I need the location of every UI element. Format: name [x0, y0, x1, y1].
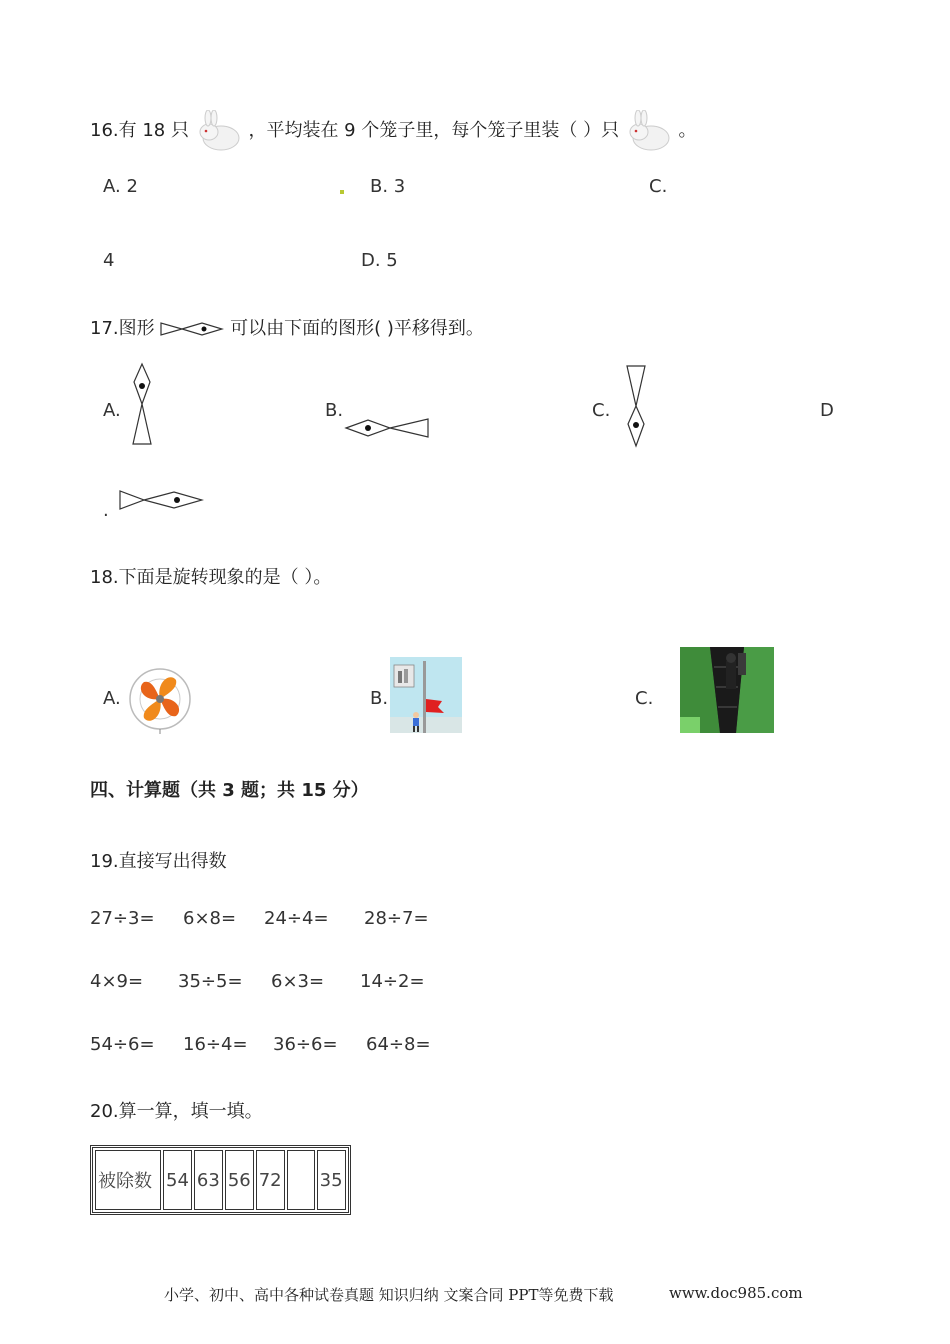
calc-r2-c3: 6×3= [271, 971, 325, 992]
q16-option-d: D. 5 [361, 250, 398, 271]
calc-r1-c3: 24÷4= [264, 908, 329, 929]
footer-text: 小学、初中、高中各种试卷真题 知识归纳 文案合同 PPT等免费下载 [164, 1286, 614, 1304]
q17-option-d-dot: . [103, 500, 109, 521]
q17-option-c: C. [592, 400, 611, 421]
calc-r2-c4: 14÷2= [360, 971, 425, 992]
flag-raising-image [390, 657, 462, 733]
shape-a-icon [130, 362, 154, 446]
question-18: 18.下面是旋转现象的是（ ）。 [90, 567, 332, 588]
q16-option-c: C. [649, 176, 668, 197]
table-cell: 54 [163, 1150, 192, 1210]
escalator-image [680, 647, 774, 733]
calc-r2-c2: 35÷5= [178, 971, 243, 992]
calc-r1-c4: 28÷7= [364, 908, 429, 929]
q17-option-b: B. [325, 400, 344, 421]
question-20: 20.算一算，填一填。 [90, 1101, 263, 1122]
footer-url[interactable]: www.doc985.com [669, 1284, 803, 1302]
question-16 [90, 110, 697, 152]
table-cell: 56 [225, 1150, 254, 1210]
shape-b-icon [344, 416, 430, 440]
q18-option-c: C. [635, 688, 654, 709]
q18-option-b: B. [370, 688, 389, 709]
q17-prefix: 17.图形 [90, 318, 155, 339]
section-heading: 四、计算题（共 3 题；共 15 分） [90, 780, 369, 801]
calc-r3-c1: 54÷6= [90, 1034, 155, 1055]
bowtie-shape-icon [160, 321, 224, 337]
q16-option-a: A. 2 [103, 176, 138, 197]
q17-option-d: D [820, 400, 834, 421]
rabbit-icon [195, 110, 243, 152]
calc-r1-c2: 6×8= [183, 908, 237, 929]
q17-suffix: 可以由下面的图形( )平移得到。 [230, 318, 484, 339]
decorative-dot [340, 190, 344, 194]
table-cell-blank [287, 1150, 315, 1210]
rabbit-icon [625, 110, 673, 152]
shape-c-icon [624, 364, 648, 448]
calc-r3-c3: 36÷6= [273, 1034, 338, 1055]
division-table [90, 1145, 351, 1215]
calc-r1-c1: 27÷3= [90, 908, 155, 929]
table-cell: 63 [194, 1150, 223, 1210]
table-header-cell: 被除数 [95, 1150, 161, 1210]
fan-icon [126, 664, 194, 734]
calc-r3-c2: 16÷4= [183, 1034, 248, 1055]
table-row [95, 1150, 346, 1210]
shape-d-icon [118, 488, 204, 512]
q16-middle: ，平均装在 9 个笼子里，每个笼子里装（ ）只 [248, 120, 620, 141]
q16-option-c-value: 4 [103, 250, 115, 271]
q16-option-b: B. 3 [370, 176, 406, 197]
question-19: 19.直接写出得数 [90, 851, 227, 872]
q18-option-a: A. [103, 688, 121, 709]
table-cell: 72 [256, 1150, 285, 1210]
calc-r2-c1: 4×9= [90, 971, 144, 992]
table-cell: 35 [317, 1150, 346, 1210]
calc-r3-c4: 64÷8= [366, 1034, 431, 1055]
q17-option-a: A. [103, 400, 121, 421]
question-17 [90, 314, 484, 340]
q16-suffix: 。 [678, 120, 697, 141]
q16-prefix: 16.有 18 只 [90, 120, 189, 141]
